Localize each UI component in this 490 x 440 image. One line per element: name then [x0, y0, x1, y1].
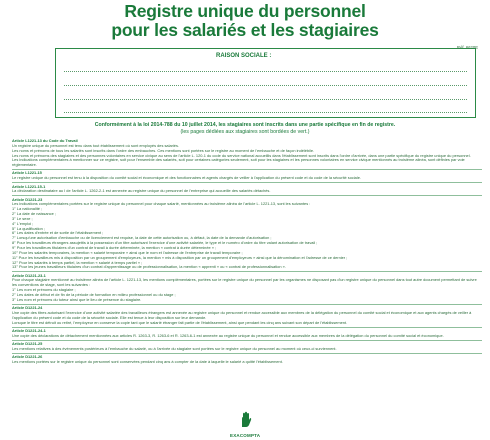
article-text: Le registre unique du personnel est tenu à la disposition du comité social et économique et des fonctionnaires et agents chargés de veiller à l'application du présent code et du code de la sécurité sociale.	[12, 175, 361, 181]
article-text: Lorsque le titre est détruit ou retiré, l'employeur en conserve la copie tant que le salarié étranger fait partie de l'établissement, ainsi que pendant les cinq ans suivant son départ de l'établissement.	[12, 319, 348, 325]
article-heading: Article L1221-13 du Code du Travail	[12, 138, 78, 143]
article-text: 2° La date de naissance ;	[12, 211, 56, 217]
article-text: 4° L'emploi ;	[12, 220, 34, 226]
legal-articles	[12, 139, 482, 365]
article-text: 1° Les nom et prénoms du stagiaire ;	[12, 287, 76, 293]
article-text: Les noms et prénoms des stagiaires et des personnes volontaires en service civique au sens de l'article L. 120-1 du code du service national accueillis dans l'établissement sont inscrits dans l'ordre d'arrivée, dans une partie spécifique du registre unique du personnel.	[12, 152, 471, 158]
write-line[interactable]	[64, 85, 467, 86]
brand-name: EXACOMPTA	[230, 433, 261, 438]
article-heading: Article D1221-23-1	[12, 272, 46, 278]
notice-line-2: (les pages dédiées aux stagiaires sont bordées de vert.)	[180, 128, 310, 135]
legal-notice	[0, 122, 490, 135]
article-heading: Article D1221-26	[12, 353, 43, 359]
article-heading: Article D1221-23	[12, 196, 43, 202]
article-divider	[12, 182, 482, 183]
article-text: 5° La qualification ;	[12, 225, 45, 231]
write-line[interactable]	[64, 71, 467, 72]
article-text: 3° Le sexe ;	[12, 215, 33, 221]
article-divider	[12, 327, 482, 328]
article-text: La déclaration destinataire au I de l'article L. 1262-2-1 est annexée au registre unique du personnel de l'entreprise qui accueille des salariés détachés.	[12, 188, 271, 194]
article-text: 3° Les nom et prénoms du tuteur ainsi que le lieu de présence du stagiaire.	[12, 296, 142, 302]
article-divider	[12, 340, 482, 341]
article-heading: Article D1221-24-1	[12, 327, 46, 333]
article-text: 7° Lorsqu'une autorisation d'embauche ou de licenciement est requise, la date de cette autorisation ou, à défaut, la date de la demande d'autorisation ;	[12, 235, 272, 241]
article-text: Les noms et prénoms de tous les salariés sont inscrits dans l'ordre des embauches. Ces mentions sont portées sur le registre au moment de l'embauche et de façon indélébile.	[12, 147, 315, 153]
article-divider	[12, 271, 482, 272]
article-text: Un registre unique du personnel est tenu dans tout établissement où sont employés des salariés.	[12, 142, 179, 148]
reference-number: Réf. 6620E	[457, 45, 478, 50]
article-text: 9° Pour les travailleurs titulaires d'un contrat de travail à durée déterminée, la mention « contrat à durée déterminée » ;	[12, 245, 217, 250]
article-text: 1° La nationalité ;	[12, 206, 43, 212]
article-text: Les mentions relatives à des événements postérieurs à l'embauche du salarié, ou à l'arrivée du stagiaire sont portées sur le registre unique du personnel au moment où ceux-ci surviennent.	[12, 345, 337, 351]
article-divider	[12, 304, 482, 305]
article-text: 11° Pour les travailleurs mis à disposition par un groupement d'employeurs, la mention « mis à disposition par un groupement d'employeurs » ainsi que la dénomination et l'adresse de ce dernier ;	[12, 254, 348, 260]
article-text: Une copie des titres autorisant l'exercice d'une activité salariée des travailleurs étrangers est annexée au registre unique du personnel et rendue accessible aux membres de la délégation du personnel du comité social et économique et aux agents chargés de veiller à l'application du présent code et du code de la sécurité sociale. Elle est tenue à leur disposition sur leur demande.	[12, 309, 472, 320]
article-text: Les indications complémentaires portées sur le registre unique du personnel pour chaque salarié, mentionnées au troisième alinéa de l'article L. 1221-13, sont les suivantes :	[12, 201, 311, 207]
company-name-label: RAISON SOCIALE :	[216, 53, 272, 59]
article-text: 6° Les dates d'entrée et de sortie de l'établissement ;	[12, 230, 104, 236]
article-divider	[12, 169, 482, 170]
article-text: 10° Pour les salariés temporaires, la mention « salarié temporaire » ainsi que le nom et l'adresse de l'entreprise de travail temporaire ;	[12, 249, 243, 255]
article-divider	[12, 195, 482, 196]
article-heading: Article L1221-15	[12, 170, 42, 176]
title-line-1: Registre unique du personnel	[124, 1, 366, 21]
brand-hand-icon	[238, 411, 252, 428]
article-text: 12° Pour les salariés à temps partiel, la mention « salarié à temps partiel » ;	[12, 259, 143, 265]
notice-line-1: Conformément à la loi 2014-788 du 10 juillet 2014, les stagiaires sont inscrits dans une partie spécifique en fin de registre.	[94, 122, 396, 128]
title-line-2: pour les salariés et les stagiaires	[111, 20, 379, 40]
article-heading: Article L1221-15-1	[12, 183, 46, 189]
article-heading: Article D1221-25	[12, 340, 43, 346]
page-title	[0, 2, 490, 40]
write-line[interactable]	[64, 99, 467, 100]
article-text: 13° Pour les jeunes travailleurs titulaires d'un contrat d'apprentissage ou de professionnalisation, la mention « apprenti » ou « contrat de professionnalisation ».	[12, 264, 286, 270]
article-text: Une copie des déclarations de détachement mentionnées aux articles R. 1263-3, R. 1263-6 et R. 1263-6-1 est annexée au registre unique du personnel et rendue accessible aux membres de la délégation du personnel du comité social et économique.	[12, 332, 444, 338]
article-text: Pour chaque stagiaire mentionné au troisième alinéa de l'article L. 1221-13, les mentions complémentaires, portées sur le registre unique du personnel par les organismes ne disposant pas d'un registre unique du personnel dans tout autre document permettant de suivre les conventions de stage, sont les suivantes :	[12, 277, 477, 288]
article-text: 2° Les dates de début et de fin de la période de formation en milieu professionnel ou du stage ;	[12, 291, 176, 297]
article-text: Les indications complémentaires à mentionner sur ce registre, soit pour l'ensemble des salariés, soit pour certaines catégories seulement, soit pour les stagiaires et les personnes volontaires en service civique mentionnés au troisième alinéa, sont définies par voie réglementaire.	[12, 157, 465, 168]
write-line[interactable]	[64, 112, 467, 113]
article-heading: Article D1221-24	[12, 305, 43, 311]
article-divider	[12, 353, 482, 354]
brand-logo	[230, 411, 260, 439]
article-text: Les mentions portées sur le registre unique du personnel sont conservées pendant cinq ans à compter de la date à laquelle le salarié a quitté l'établissement.	[12, 358, 283, 364]
article-text: 8° Pour les travailleurs étrangers assujettis à la possession d'un titre autorisant l'exercice d'une activité salariée, le type et le numéro d'ordre du titre valant autorisation de travail ;	[12, 240, 318, 246]
company-name-box[interactable]	[55, 48, 476, 118]
